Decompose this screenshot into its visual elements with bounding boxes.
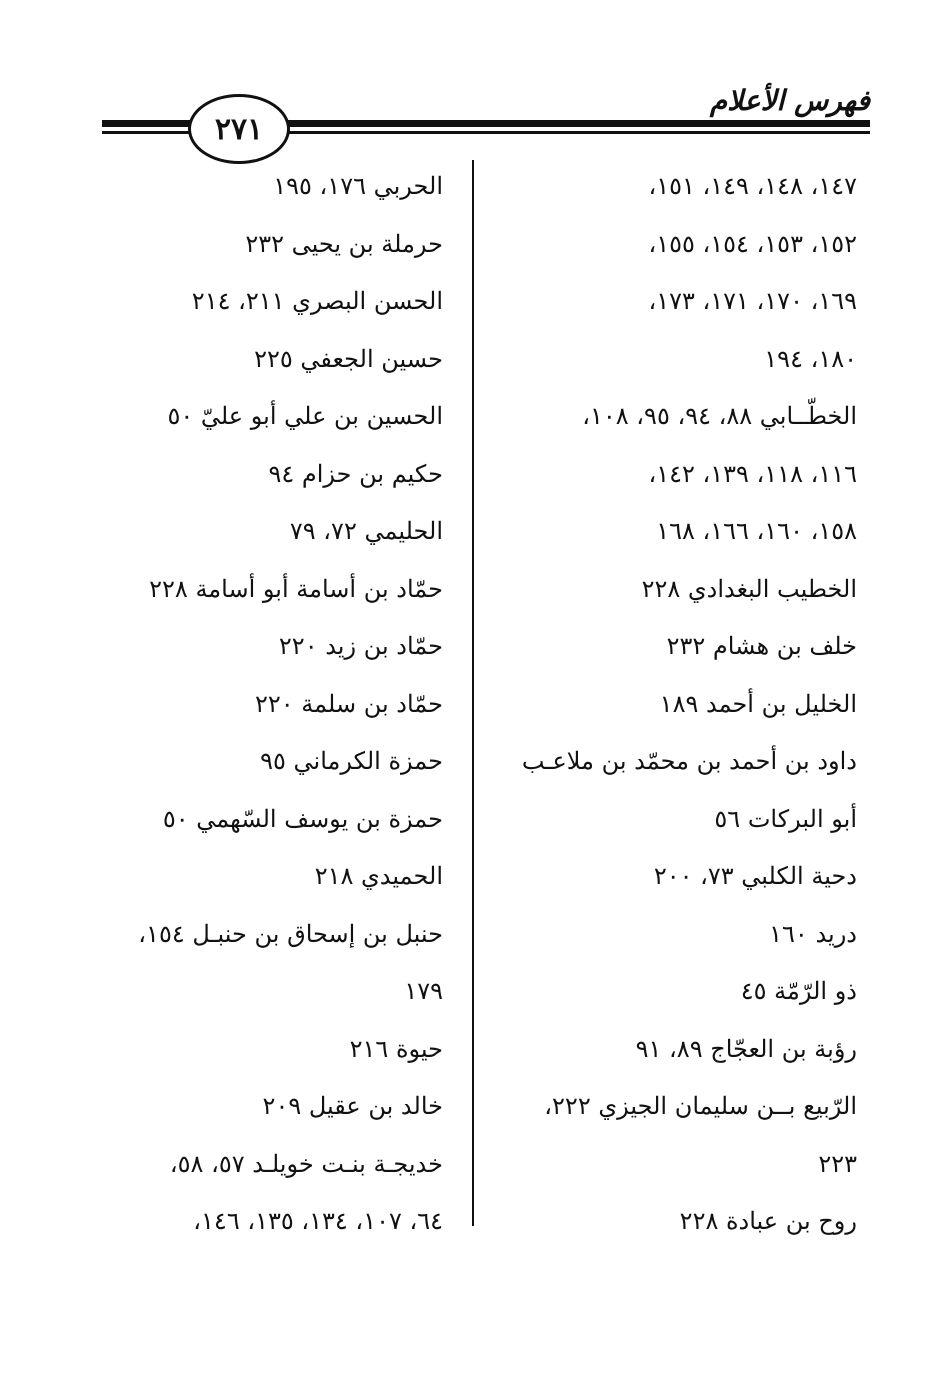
index-line: الخطّــابي ٨٨، ٩٤، ٩٥، ١٠٨، — [582, 402, 857, 430]
index-line: خلف بن هشام ٢٣٢ — [666, 632, 857, 660]
index-line: الحربي ١٧٦، ١٩٥ — [273, 172, 443, 200]
index-line: ١٤٧، ١٤٨، ١٤٩، ١٥١، — [648, 172, 857, 200]
index-column-left — [83, 158, 443, 1251]
column-divider — [472, 160, 474, 1226]
index-line: الحسن البصري ٢١١، ٢١٤ — [191, 287, 443, 315]
index-line: خديجـة بنـت خويلـد ٥٧، ٥٨، — [169, 1149, 443, 1178]
index-line: ١٥٢، ١٥٣، ١٥٤، ١٥٥، — [648, 229, 857, 258]
index-line: روح بن عبادة ٢٢٨ — [679, 1207, 857, 1235]
index-line: الخطيب البغدادي ٢٢٨ — [641, 574, 857, 603]
index-line: حيوة ٢١٦ — [349, 1034, 443, 1063]
index-line: ذو الرّمّة ٤٥ — [740, 977, 857, 1005]
index-line: حمزة الكرماني ٩٥ — [260, 747, 443, 775]
index-line: دحية الكلبي ٧٣، ٢٠٠ — [653, 862, 857, 890]
index-line: حمّاد بن سلمة ٢٢٠ — [254, 689, 443, 718]
index-line: ١٧٩ — [404, 977, 443, 1005]
index-line: دريد ١٦٠ — [769, 919, 857, 948]
index-line: ١٦٩، ١٧٠، ١٧١، ١٧٣، — [648, 287, 857, 315]
index-line: ٢٢٣ — [818, 1149, 857, 1178]
index-line: الحميدي ٢١٨ — [314, 862, 443, 890]
index-line: داود بن أحمد بن محمّد بن ملاعـب — [521, 747, 857, 775]
page-header — [100, 72, 870, 162]
index-line: حكيم بن حزام ٩٤ — [268, 459, 443, 488]
index-line: حمزة بن يوسف السّهمي ٥٠ — [162, 804, 443, 833]
index-line: أبو البركات ٥٦ — [714, 804, 857, 833]
index-line: ١٥٨، ١٦٠، ١٦٦، ١٦٨ — [656, 517, 857, 545]
index-line: حرملة بن يحيى ٢٣٢ — [245, 229, 443, 258]
page-number: ٢٧١ — [188, 94, 290, 164]
index-line: خالد بن عقيل ٢٠٩ — [262, 1092, 443, 1120]
index-line: ١٨٠، ١٩٤ — [764, 344, 857, 373]
index-line: ١١٦، ١١٨، ١٣٩، ١٤٢، — [648, 459, 857, 488]
index-line: رؤبة بن العجّاج ٨٩، ٩١ — [635, 1034, 857, 1063]
index-line: حنبل بن إسحاق بن حنبـل ١٥٤، — [138, 919, 443, 948]
index-line: ٦٤، ١٠٧، ١٣٤، ١٣٥، ١٤٦، — [193, 1207, 443, 1235]
running-title: فهرس الأعلام — [709, 84, 870, 117]
index-line: حسين الجعفي ٢٢٥ — [254, 344, 443, 373]
index-column-right — [497, 158, 857, 1251]
index-line: الحليمي ٧٢، ٧٩ — [289, 517, 443, 545]
index-line: الرّبيع بــن سليمان الجيزي ٢٢٢، — [544, 1092, 857, 1120]
index-line: حمّاد بن أسامة أبو أسامة ٢٢٨ — [149, 574, 443, 603]
index-line: الحسين بن علي أبو عليّ ٥٠ — [167, 402, 443, 430]
index-line: حمّاد بن زيد ٢٢٠ — [278, 632, 443, 660]
index-line: الخليل بن أحمد ١٨٩ — [659, 689, 857, 718]
